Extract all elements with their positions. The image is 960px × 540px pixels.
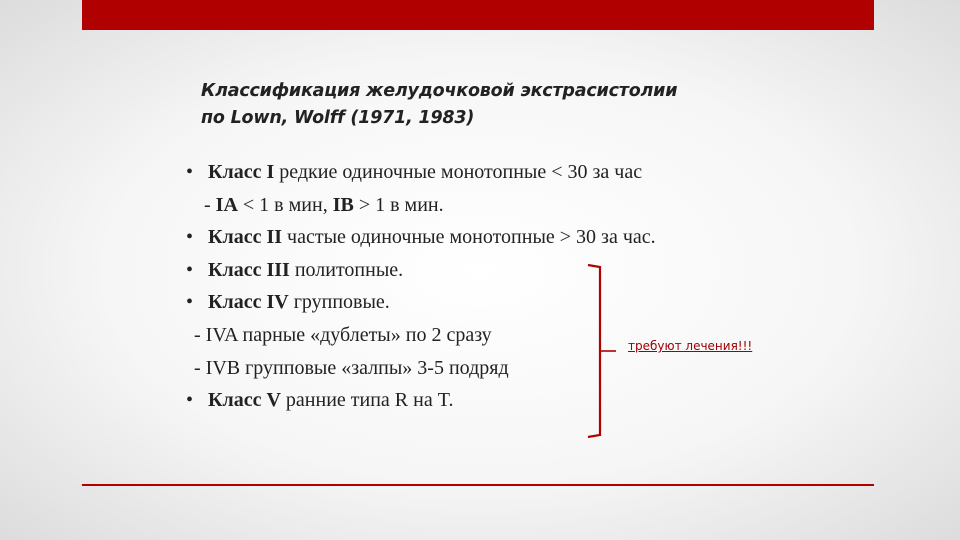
class-description: < 1 в мин, (237, 193, 333, 216)
class-description: ранние типа R на T. (280, 389, 454, 412)
class-description: групповые. (288, 291, 390, 314)
list-item (186, 352, 826, 385)
title-line-1: Классификация желудочковой экстрасистолии (201, 81, 678, 101)
class-label: Класс III (208, 258, 290, 281)
class-label: IA (215, 193, 238, 216)
list-item (186, 286, 826, 319)
list-item (186, 156, 826, 189)
bottom-divider (82, 484, 874, 486)
class-description: политопные. (289, 258, 404, 281)
bracket-icon (586, 263, 616, 438)
list-item (186, 221, 826, 254)
class-label: Класс V (208, 389, 281, 412)
sub-item-text: - IVB групповые «залпы» 3-5 подряд (194, 356, 509, 379)
sub-prefix: - (204, 193, 216, 216)
bullet-icon: • (186, 389, 194, 412)
list-item (186, 254, 826, 287)
bullet-icon: • (186, 226, 194, 249)
treatment-note: требуют лечения!!! (628, 339, 753, 353)
list-item (186, 384, 826, 417)
classification-list (186, 156, 826, 417)
class-description: частые одиночные монотопные > 30 за час. (282, 226, 656, 249)
slide-title (201, 78, 801, 132)
class-label: Класс II (208, 226, 283, 249)
class-label: Класс IV (208, 291, 289, 314)
title-line-2: по Lown, Wolff (1971, 1983) (201, 108, 475, 128)
class-description: > 1 в мин. (353, 193, 444, 216)
class-description: редкие одиночные монотопные < 30 за час (274, 161, 643, 183)
list-item (186, 189, 826, 222)
sub-item-text: - IVA парные «дублеты» по 2 сразу (194, 323, 492, 346)
class-label: IB (332, 193, 354, 216)
top-accent-bar (82, 0, 874, 30)
bullet-icon: • (186, 258, 194, 281)
bullet-icon: • (186, 291, 194, 314)
class-label: Класс I (208, 161, 275, 183)
bullet-icon: • (186, 161, 194, 183)
